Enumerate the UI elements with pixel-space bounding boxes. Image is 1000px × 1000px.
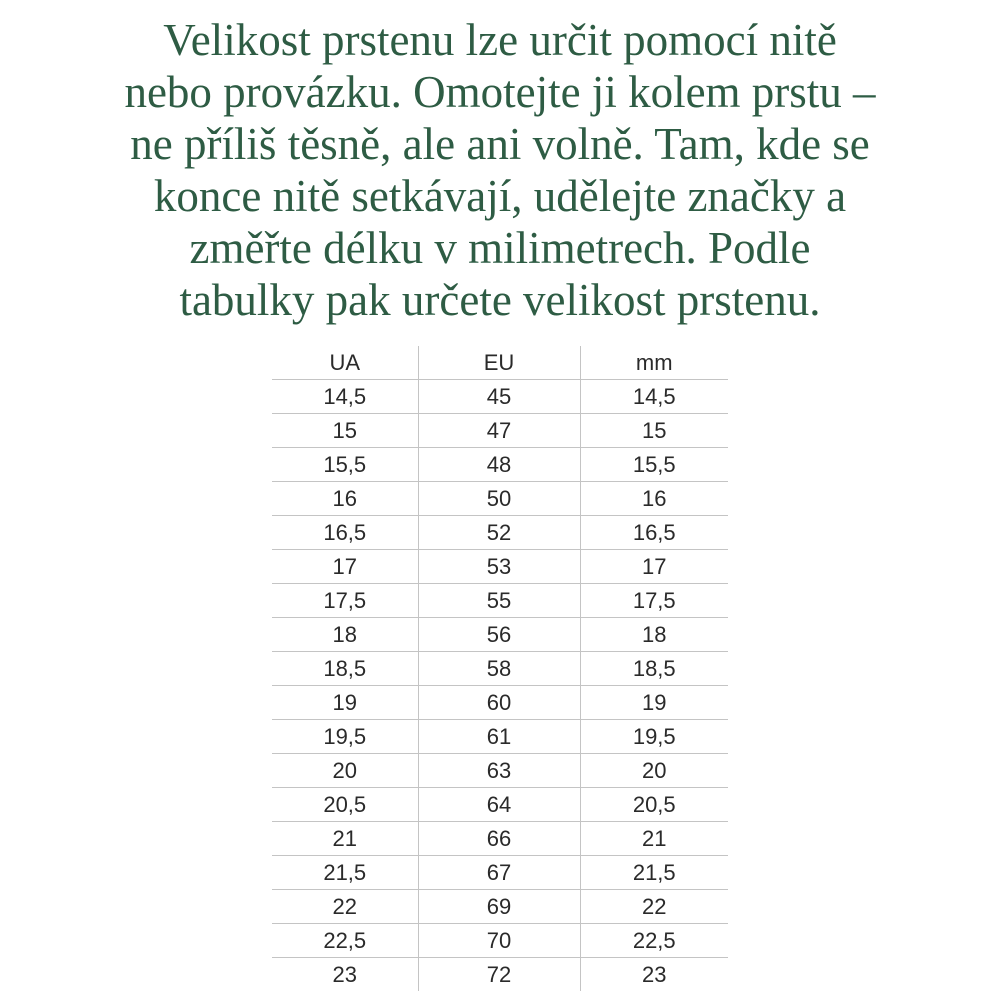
size-cell: 18 <box>580 618 728 652</box>
size-cell: 21 <box>272 822 418 856</box>
table-row <box>272 516 728 550</box>
intro-line: změřte délku v milimetrech. Podle <box>189 223 811 273</box>
column-header-mm: mm <box>580 346 728 380</box>
column-header-eu: EU <box>418 346 580 380</box>
table-row <box>272 380 728 414</box>
table-row <box>272 856 728 890</box>
size-cell: 16,5 <box>580 516 728 550</box>
size-cell: 58 <box>418 652 580 686</box>
size-cell: 60 <box>418 686 580 720</box>
size-cell: 48 <box>418 448 580 482</box>
table-row <box>272 890 728 924</box>
column-header-ua: UA <box>272 346 418 380</box>
table-row <box>272 584 728 618</box>
size-cell: 17,5 <box>580 584 728 618</box>
size-cell: 20 <box>580 754 728 788</box>
size-cell: 15,5 <box>272 448 418 482</box>
size-cell: 55 <box>418 584 580 618</box>
size-cell: 56 <box>418 618 580 652</box>
size-cell: 19 <box>580 686 728 720</box>
size-cell: 53 <box>418 550 580 584</box>
size-cell: 23 <box>642 961 667 987</box>
intro-text <box>0 0 1000 326</box>
size-cell: 17 <box>272 550 418 584</box>
size-cell: 19,5 <box>580 720 728 754</box>
table-row <box>272 414 728 448</box>
intro-line: konce nitě setkávají, udělejte značky a <box>153 171 847 221</box>
size-cell: 45 <box>418 380 580 414</box>
size-cell: 72 <box>418 958 580 992</box>
size-cell: 22 <box>272 890 418 924</box>
size-cell: 20 <box>272 754 418 788</box>
size-cell: 16 <box>272 482 418 516</box>
size-cell: 14,5 <box>272 380 418 414</box>
size-cell: 21,5 <box>272 856 418 890</box>
size-cell: 22,5 <box>580 924 728 958</box>
table-body <box>272 380 728 992</box>
size-cell: 18 <box>272 618 418 652</box>
size-cell: 15 <box>580 414 728 448</box>
table-row <box>272 686 728 720</box>
size-cell: 16,5 <box>272 516 418 550</box>
table-row <box>272 822 728 856</box>
size-cell: 67 <box>418 856 580 890</box>
size-cell: 17 <box>580 550 728 584</box>
size-cell: 15,5 <box>580 448 728 482</box>
table-row <box>272 788 728 822</box>
size-cell: 18,5 <box>272 652 418 686</box>
intro-line: Velikost prstenu lze určit pomocí nitě <box>163 15 837 65</box>
size-cell: 61 <box>418 720 580 754</box>
size-cell: 21,5 <box>580 856 728 890</box>
size-cell: 69 <box>418 890 580 924</box>
table-row <box>272 448 728 482</box>
table-row <box>272 482 728 516</box>
table-row <box>272 958 728 992</box>
size-cell: 20,5 <box>272 788 418 822</box>
size-cell: 23 <box>272 958 418 992</box>
size-cell: 50 <box>418 482 580 516</box>
size-cell: 64 <box>418 788 580 822</box>
size-cell: 21 <box>580 822 728 856</box>
size-cell: 22,5 <box>272 924 418 958</box>
size-cell: 22 <box>580 890 728 924</box>
size-cell: 52 <box>418 516 580 550</box>
ring-size-table <box>272 346 728 991</box>
table-row <box>272 924 728 958</box>
table-row <box>272 720 728 754</box>
size-cell: 15 <box>272 414 418 448</box>
size-cell: 18,5 <box>580 652 728 686</box>
size-cell: 19 <box>272 686 418 720</box>
size-cell: 70 <box>418 924 580 958</box>
intro-line: nebo provázku. Omotejte ji kolem prstu – <box>124 67 876 117</box>
size-cell: 14,5 <box>580 380 728 414</box>
size-cell: 47 <box>418 414 580 448</box>
table-row <box>272 618 728 652</box>
intro-line: tabulky pak určete velikost prstenu. <box>179 275 821 325</box>
table-row <box>272 652 728 686</box>
size-cell: 16 <box>580 482 728 516</box>
table-row <box>272 550 728 584</box>
size-cell: 17,5 <box>272 584 418 618</box>
size-cell: 63 <box>418 754 580 788</box>
size-cell: 19,5 <box>272 720 418 754</box>
intro-line: ne příliš těsně, ale ani volně. Tam, kde se <box>130 119 870 169</box>
size-cell: 20,5 <box>580 788 728 822</box>
table-header-row <box>272 346 728 380</box>
size-cell: 66 <box>418 822 580 856</box>
table-row <box>272 754 728 788</box>
